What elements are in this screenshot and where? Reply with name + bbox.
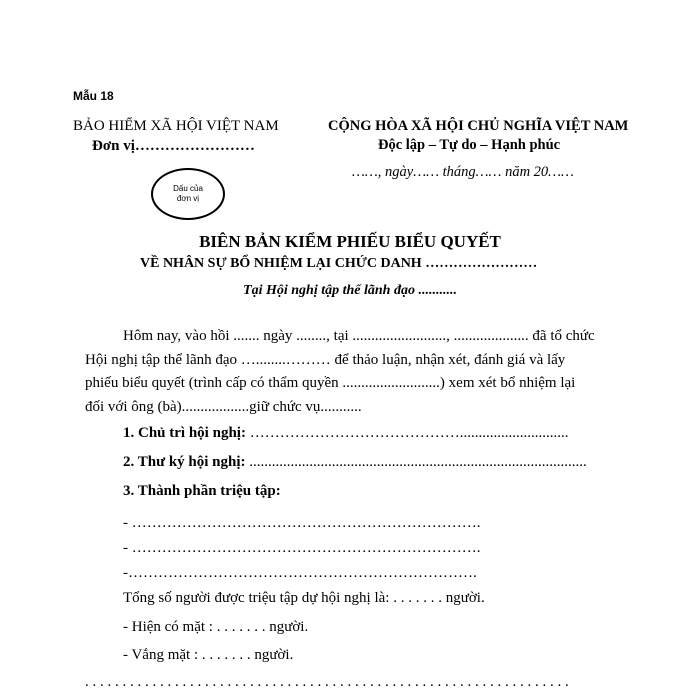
seal-label-line1: Dấu của [173, 184, 203, 193]
total-invited-line: Tổng số người được triệu tập dự hội nghị là: . . . . . . . người. [123, 590, 485, 606]
document-subtitle: VỀ NHÂN SỰ BỔ NHIỆM LẠI CHỨC DANH …………………… [140, 256, 538, 271]
attendee-line: -……………………………………………………………. [123, 565, 477, 581]
form-code: Mẫu 18 [73, 89, 114, 103]
national-title: CỘNG HÒA XÃ HỘI CHỦ NGHĨA VIỆT NAM [328, 118, 629, 134]
seal-label-line2: đơn vị [176, 194, 200, 203]
present-count-line: - Hiện có mặt : . . . . . . . người. [123, 619, 309, 635]
secretary-line [123, 454, 587, 471]
intro-paragraph [85, 325, 615, 419]
attendee-line: - ……………………………………………………………. [123, 515, 481, 531]
paragraph-line: Hôm nay, vào hồi ....... ngày ........, tại ........................., .................... đã tổ chức [123, 328, 595, 344]
paragraph-line: đối với ông (bà)..................giữ chức vụ........... [85, 398, 362, 415]
secretary-dots: .......................................................................................... [245, 454, 587, 470]
date-line: ……, ngày…… tháng…… năm 20…… [352, 164, 574, 180]
absent-count-line: - Vắng mặt : . . . . . . . người. [123, 647, 294, 663]
meeting-line: Tại Hội nghị tập thể lãnh đạo ........... [243, 283, 457, 298]
issuing-organization: BẢO HIỂM XÃ HỘI VIỆT NAM [73, 118, 279, 134]
document-title: BIÊN BẢN KIỂM PHIẾU BIỂU QUYẾT [199, 232, 501, 251]
paragraph-line: Hội nghị tập thể lãnh đạo …........……… để thảo luận, nhận xét, đánh giá và lấy [85, 351, 566, 368]
national-motto: Độc lập – Tự do – Hạnh phúc [378, 137, 561, 153]
chairperson-line [123, 425, 568, 442]
paragraph-line: phiếu biểu quyết (trình cấp có thẩm quyền ..........................) xem xét bổ nhiệm lại [85, 375, 576, 391]
chairperson-dots: ……………………………………............................. [245, 425, 569, 441]
attendees-heading: 3. Thành phần triệu tập: [123, 483, 281, 499]
chairperson-label: 1. Chủ trì hội nghị: [123, 425, 246, 441]
secretary-label: 2. Thư ký hội nghị: [123, 454, 246, 470]
unit-field: Đơn vị…………………… [92, 138, 255, 154]
attendee-line: - ……………………………………………………………. [123, 540, 481, 556]
unit-seal-placeholder [151, 168, 225, 220]
continuation-dots: . . . . . . . . . . . . . . . . . . . . . . . . . . . . . . . . . . . . . . . . . . . . . . . . . . . . . . . . . . . . . . . . . [85, 674, 569, 690]
